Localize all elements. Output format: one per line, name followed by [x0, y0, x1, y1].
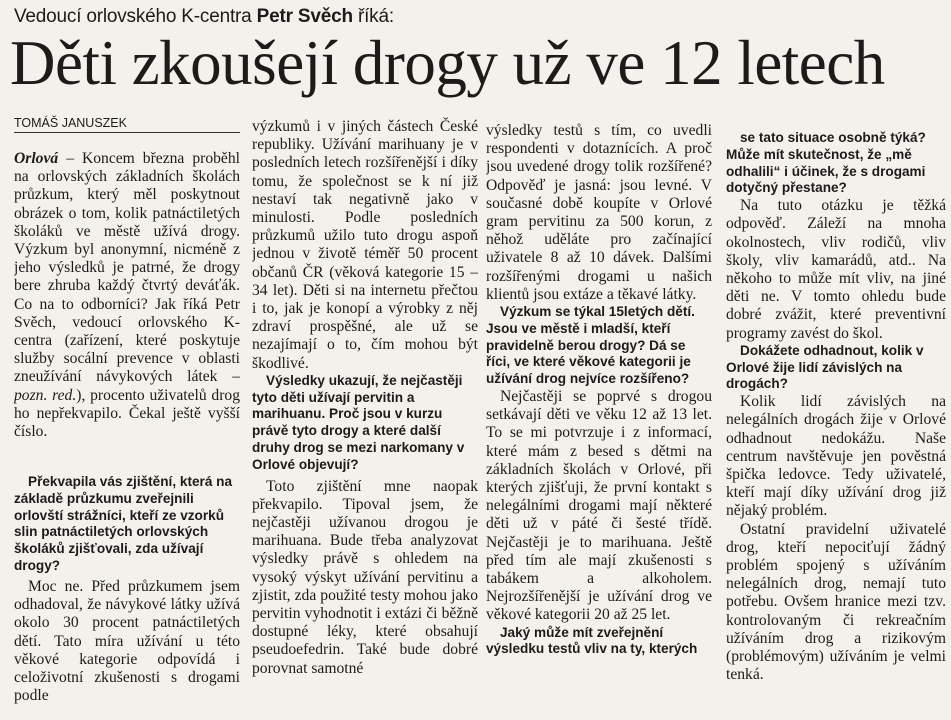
question-5: Dokážete odhadnout, kolik v Orlové žije lidí závislých na drogách? — [726, 342, 924, 392]
question-4: Jaký může mít zveřejnění výsledku testů vliv na ty, kterých — [486, 624, 698, 657]
answer-1-continued: výzkumů i v jiných částech České republiky. Užívání marihuany je v posledních letech rozšířenější i díky tomu, že společnost se k ní již nestaví tak negativně jako v minulosti. Podle posledních průzkumů užilo tuto drogu aspoň jednou v životě téměř 50 procent občanů ČR (věková kategorie 15 – 34 let). Děti si na internetu přečtou i to, jak je konopí a výrobky z něj zdraví prospěšné, ale už se nezajímají o to, čím mohou být škodlivé. — [252, 118, 478, 372]
question-2: Výsledky ukazují, že nejčastěji tyto děti užívají pervitin a marihuanu. Proč jsou v kurzu právě tyto drogy a které další druhy drog se mezi narkomany v Orlové objevují? — [252, 372, 465, 472]
question-3: Výzkum se týkal 15letých dětí. Jsou ve městě i mladší, kteří pravidelně berou drogy? Dá se říci, ve které věkové kategorii je užívání drog nejvíce rozšířeno? — [486, 304, 695, 387]
column-1 — [14, 0, 240, 720]
question-1: Překvapila vás zjištění, která na základě průzkumu zveřejnili orlovští strážníci, kteří ze vzorků slin patnáctiletých orlovských školáků zjišťovali, zda užívají drogy? — [14, 474, 233, 573]
column-4 — [726, 0, 946, 720]
answer-1: Moc ne. Před průzkumem jsem odhadoval, že návykové látky užívá okolo 30 procent patnáctiletých dětí. Tato míra užívání u této věkové kategorie odpovídá i celoživotní zkušenosti s drogami podle — [14, 578, 240, 705]
answer-5-second: Ostatní pravidelní uživatelé drog, kteří nepociťují žádný problém spojený s užíváním nelegálních drog, nemají tuto potřebu. Ovšem hranice mezi tzv. kontrolovaným či rekreačním užíváním drog a rizikovým (problémovým) užíváním je velmi tenká. — [726, 520, 946, 684]
intro-text-end: ), procento uživatelů drog ho nepřekvapilo. Čekal ještě vyšší číslo. — [14, 386, 240, 441]
column-2 — [252, 0, 478, 720]
kicker-tail: říká: — [357, 6, 394, 27]
column-3 — [486, 0, 712, 720]
byline: TOMÁŠ JANUSZEK — [14, 116, 240, 133]
headline: Děti zkoušejí drogy už ve 12 letech — [10, 28, 885, 98]
answer-2-continued: výsledky testů s tím, co uvedli respondenti v dotaznících. A proč jsou uvedené drogy tolik rozšířené? Odpověď je jasná: jsou levné. V současné době koupíte v Orlové gram pervitinu za 500 korun, z něhož uděláte pro začínající uživatele 8 až 10 dávek. Dalšími rozšířenými drogami u našich klientů jsou extáze a těkavé látky. — [486, 122, 712, 303]
editor-note: pozn. red. — [14, 386, 77, 404]
intro-text: – Koncem března proběhl na orlovských základních školách průzkum, který měl poskytnout obrázek o tom, kolik patnáctiletých školáků ve městě užívá drogy. Výzkum byl anonymní, nicméně z jeho výsledků je patrné, že drogy bere zhruba každý čtvrtý deváťák. Co na to odborníci? Jak říká Petr Svěch, vedoucí orlovského K-centra (zařízení, které poskytuje služby socální prevence v oblasti zneužívání návykových látek – — [14, 150, 240, 386]
dateline-place: Orlová — [14, 150, 59, 167]
answer-3: Nejčastěji se poprvé s drogou setkávají děti ve věku 12 až 13 let. To se mi potvrzuje i z informací, které mám z besed s dětmi na základních školách v Orlové, při kterých zjišťuji, že první kontakt s nelegálními drogami mají některé děti už v páté či šesté třídě. Nejčastěji je to marihuana. Ještě před tím ale mají zkušenosti s tabákem a alkoholem. Nejrozšířenější je užívání drog ve věkové kategorii 20 až 25 let. — [486, 388, 712, 624]
question-4-continued: se tato situace osobně týká? Může mít skutečnost, že „mě odhalili“ i účinek, že s drogami dotyčný přestane? — [726, 130, 926, 196]
kicker-lead: Vedoucí orlovského K-centra — [14, 6, 252, 27]
answer-5: Kolik lidí závislých na nelegálních drogách žije v Orlové odhadnout nedokážu. Naše centrum navštěvuje jen pověstná špička ledovce. Tedy uživatelé, kteří mají díky užívání drog již nějaký problém. — [726, 393, 946, 520]
kicker-name: Petr Svěch — [256, 6, 353, 27]
answer-4: Na tuto otázku je těžká odpověď. Záleží na mnoha okolnostech, vliv rodičů, vliv školy, vliv kamarádů, atd.. Na někoho to může mít vliv, na jiné děti ne. V tomto ohledu bude dobré zvážit, které preventivní programy zavést do škol. — [726, 197, 946, 342]
intro-paragraph — [14, 150, 240, 441]
answer-2: Toto zjištění mne naopak překvapilo. Tipoval jsem, že nejčastěji užívanou drogou je marihuana. Bude třeba analyzovat výsledky právě s ohledem na vysoký výskyt užívání pervitinu a zjistit, zda použité testy mohou jako pervitin vyhodnotit i extázi či běžně dostupné léky, které obsahují pseudoefedrin. Také bude dobré porovnat samotné — [252, 477, 478, 677]
